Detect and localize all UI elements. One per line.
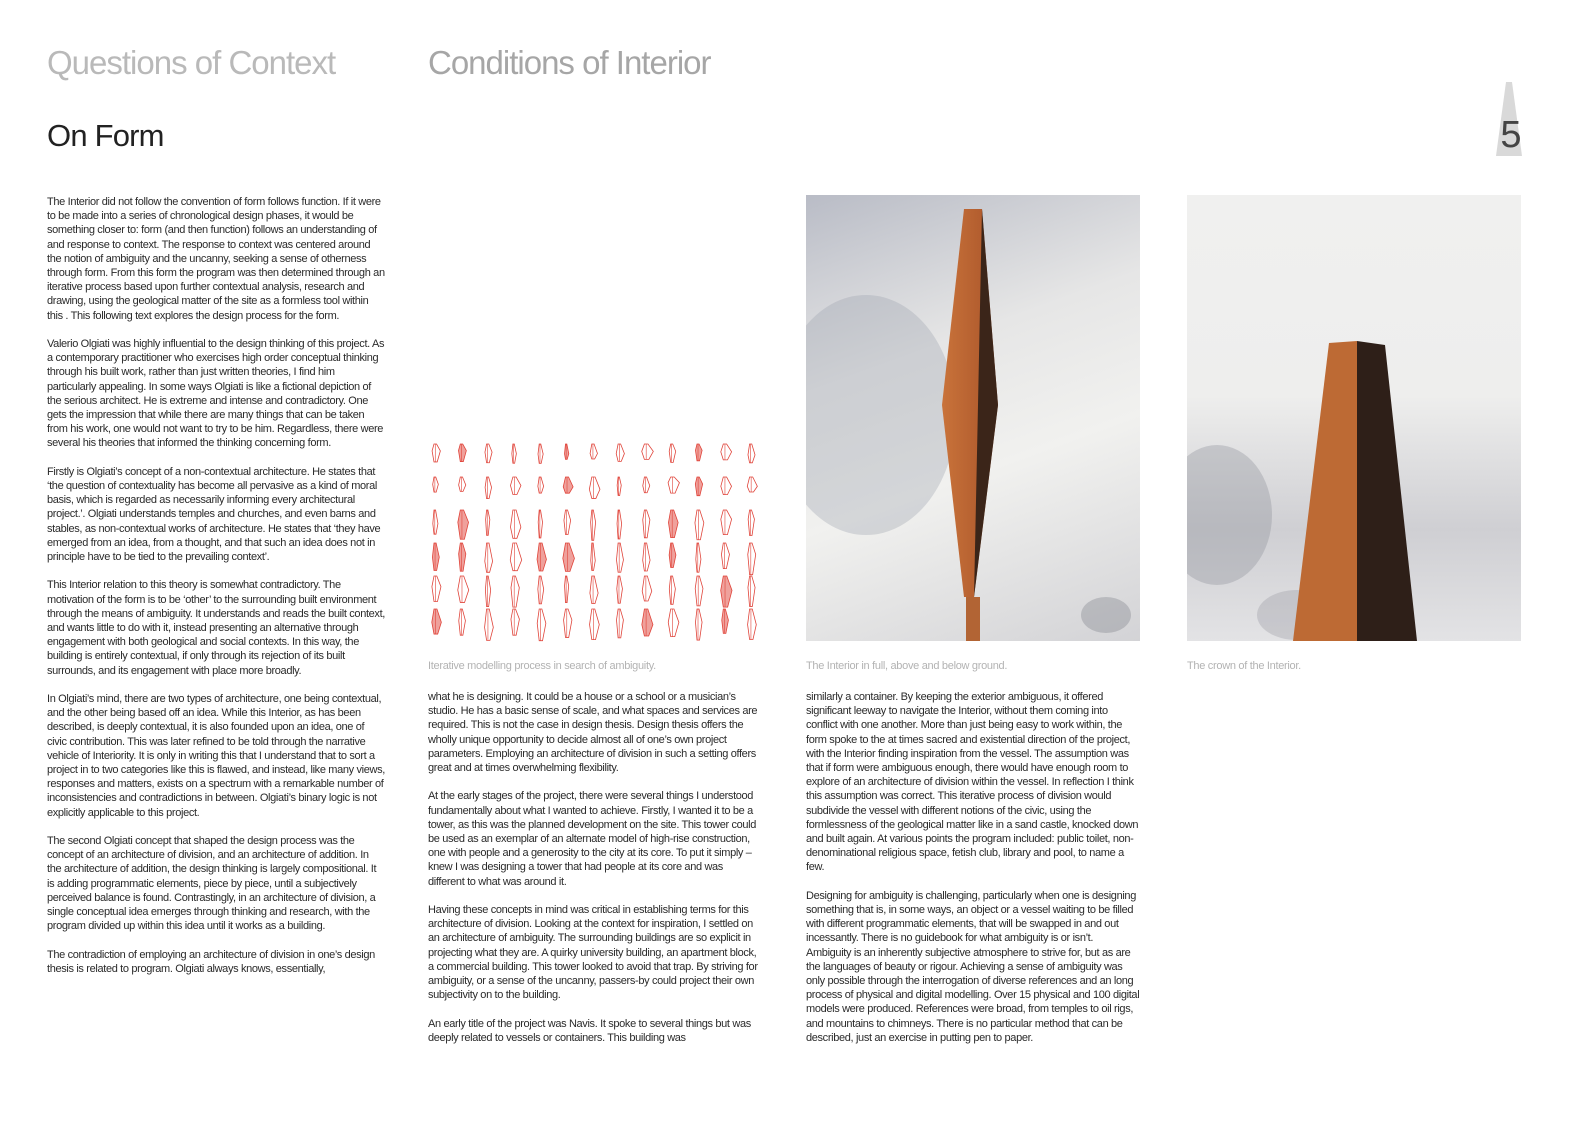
model-iteration-sketch [590, 576, 598, 604]
model-iteration-sketch [591, 510, 596, 540]
model-iteration-sketch [617, 576, 623, 603]
model-iteration-sketch [721, 477, 732, 495]
paragraph: what he is designing. It could be a house or a school or a musician’s studio. He has a basic sense of scale, and what spaces and services are required. This is not the case in design thesis. Design thesis offers the wholly unique opportunity to decide almost all of one’s own project parameters. Employing an architecture of division in such a setting offers great and at times overwhelming flexibility. [428, 691, 758, 775]
model-iteration-sketch [458, 510, 469, 539]
model-iteration-sketch [538, 510, 542, 538]
model-iteration-sketch [459, 543, 466, 571]
photo-interior-crown [1187, 195, 1521, 641]
model-iteration-sketch [432, 543, 439, 571]
model-iteration-sketch [721, 543, 729, 569]
text-column-2 [428, 690, 762, 1059]
model-iteration-sketch [537, 609, 546, 641]
paragraph: At the early stages of the project, there were several things I understood fundamentally about what I wanted to achieve. Firstly, I wanted it to be a tower, as this was the planned development on the site. This tower could be used as an exemplar of an alternate model of high-rise construction, one with people and a generosity to the city at its core. To put it simply – knew I was designing a tower that had people at its core and was different to what was around it. [428, 790, 757, 888]
model-iteration-sketch [695, 576, 703, 606]
model-iteration-sketch [642, 576, 652, 601]
model-iteration-sketch [538, 477, 544, 493]
model-iteration-sketch [748, 609, 757, 640]
model-iteration-sketch [695, 477, 702, 496]
model-iteration-sketch [432, 609, 442, 634]
model-iteration-sketch [589, 477, 600, 498]
iterative-model-diagram [428, 440, 764, 642]
model-iteration-sketch [511, 609, 519, 635]
model-iteration-sketch [643, 510, 650, 538]
paragraph: An early title of the project was Navis. It spoke to several things but was deeply related to vessels or containers. This building was [428, 1017, 751, 1044]
text-column-3 [806, 690, 1140, 1059]
model-iteration-sketch [617, 477, 621, 495]
photo-interior-full [806, 195, 1140, 641]
model-iteration-sketch [563, 543, 575, 571]
model-iteration-sketch [538, 444, 543, 463]
caption-photo-full: The Interior in full, above and below ground. [806, 660, 1008, 672]
model-iteration-sketch [485, 477, 491, 499]
caption-photo-crown: The crown of the Interior. [1187, 660, 1301, 672]
model-iteration-sketch [696, 543, 701, 572]
paragraph: similarly a container. By keeping the exterior ambiguous, it offered significant leeway to navigate the Interior, without them coming into conflict with one another. More than just being easy to work within, the form spoke to the at times sacred and existential direction of the project, with the Interior finding inspiration from the vessel. The assumption was that if form were ambiguous enough, there would have enough room to explore of an architecture of division within the vessel. In reflection I think this assumption was correct. This iterative process of division would subdivide the vessel with different notions of the civic, using the formlessness of the geological matter like in a sand castle, knocked down and built again. At various points the program included: public toilet, non-denominational religious space, fetish club, library and pool, to name a few. [806, 691, 1139, 874]
model-iteration-sketch [617, 609, 624, 638]
model-iteration-sketch [510, 543, 521, 571]
model-iteration-sketch [669, 576, 675, 604]
model-iteration-sketch [669, 444, 675, 462]
model-iteration-sketch [695, 609, 702, 640]
model-iteration-sketch [432, 444, 440, 462]
model-iteration-sketch [748, 444, 755, 463]
model-iteration-sketch [565, 576, 569, 603]
model-iteration-sketch [669, 543, 676, 567]
model-iteration-sketch [485, 543, 493, 572]
model-iteration-sketch [564, 609, 572, 637]
model-iteration-sketch [668, 477, 679, 493]
model-iteration-sketch [748, 510, 754, 535]
model-iteration-sketch [668, 510, 678, 538]
model-iteration-sketch [433, 510, 438, 534]
header-title-interior: Conditions of Interior [428, 44, 711, 81]
model-iteration-sketch [748, 576, 755, 606]
model-iteration-sketch [459, 477, 466, 491]
model-iteration-sketch [747, 477, 757, 492]
model-iteration-sketch [512, 444, 516, 463]
model-iteration-sketch [433, 477, 439, 492]
model-iteration-sketch [485, 609, 494, 640]
model-iteration-sketch [643, 477, 650, 493]
paragraph: In Olgiati’s mind, there are two types of architecture, one being contextual, and the other being based off an idea. While this Interior, as has been described, is deeply contextual, it is also founded upon an idea, one of civic contribution. This was later refined to be told through the narrative vehicle of Interiority. It is only in writing this that I understand that to sort a project in to two categories like this is flawed, and instead, like many views, responses and matters, exists on a spectrum with a remarkable number of inconsistencies and contradictions in between. Olgiati’s binary logic is not explicitly applicable to this project. [47, 693, 385, 819]
paragraph: Designing for ambiguity is challenging, particularly when one is designing something that is, in some ways, an object or a vessel waiting to be filled with different programmatic elements, that will be swapped in and out incessantly. There is no guidebook for what ambiguity is or isn’t. Ambiguity is an inherently subjective atmosphere to strive for, but as are the languages of beauty or rigour. Achieving a sense of ambiguity was only possible through the interrogation of diverse references and an long process of physical and digital modelling. Over 15 physical and 100 digital models were produced. References were broad, from temples to oil rigs, and mountains to chimneys. There is no particular method that can be described, just an exercise in putting pen to paper. [806, 889, 1140, 1044]
section-title: On Form [47, 118, 164, 153]
text-column-1 [47, 195, 385, 990]
paragraph: The second Olgiati concept that shaped the design process was the concept of an architecture of division, and an architecture of addition. In the architecture of addition, the design thinking is largely compositional. It is adding programmatic elements, piece by piece, until a subjectively perceived balance is found. Contrastingly, in an architecture of division, a single conceptual idea emerges through thinking and research, with the program divided up within this idea until it works as a building. [47, 835, 377, 933]
paragraph: This Interior relation to this theory is somewhat contradictory. The motivation of the form is to be ‘other’ to the surrounding built environment through the means of ambiguity. It understands and reads the built context, and wants little to do with it, instead presenting an alternative through engagement with both geological and social contexts. In this way, the building is entirely contextual, if only through its rejection of its built surrounds, and its engagement with place more broadly. [47, 579, 385, 677]
model-iteration-sketch [617, 510, 622, 539]
model-iteration-sketch [590, 444, 597, 459]
model-iteration-sketch [591, 543, 595, 571]
model-iteration-sketch [485, 444, 492, 463]
model-iteration-sketch [642, 609, 653, 636]
model-iteration-sketch [459, 609, 466, 635]
paragraph: The contradiction of employing an architecture of division in one’s design thesis is related to program. Olgiati always knows, essentially, [47, 948, 375, 975]
paragraph: The Interior did not follow the convention of form follows function. If it were to be made into a series of chronological design phases, it would be something closer to: form (and then function) follows an understanding of and response to context. The response to context was centered around the notion of ambiguity and the uncanny, seeking a sense of otherness through form. From this form the program was then determined through an iterative process based upon further contextual analysis, research and drawing, using the geological matter of the site as a formless tool within this . This following text explores the design process for the form. [47, 196, 385, 322]
model-iteration-sketch [748, 543, 756, 575]
model-iteration-sketch [563, 477, 573, 493]
model-iteration-sketch [721, 510, 732, 535]
model-iteration-sketch [511, 510, 521, 538]
model-iteration-sketch [538, 576, 544, 604]
model-iteration-sketch [590, 609, 600, 640]
paragraph: Having these concepts in mind was critical in establishing terms for this architecture of division. Looking at the context for inspiration, I settled on an architecture of ambiguity. The surrounding buildings are so explicit in projecting what they are. A quirky university building, an apartment block, a commercial building. This tower looked to avoid that trap. By striving for ambiguity, or a sense of the uncanny, passers-by could project their own subjectivity on to the building. [428, 904, 758, 1002]
model-iteration-sketch [537, 543, 546, 571]
model-iteration-sketch [564, 510, 571, 535]
model-iteration-sketch [485, 576, 490, 607]
model-iteration-sketch [565, 444, 569, 459]
paragraph: Firstly is Olgiati’s concept of a non-contextual architecture. He states that ‘the question of contextuality has become all pervasive as a kind of moral basis, which is regarded as necessarily informing every architectural project.’. Olgiati understands temples and churches, and even barns and stables, as non-contextual works of architecture. He states that ‘they have emerged from an idea, from a thought, and that such an idea does not in principle have to be tied to the prevailing context’. [47, 465, 381, 564]
model-iteration-sketch [458, 444, 466, 462]
page-number: 5 [1500, 114, 1522, 156]
model-iteration-sketch [616, 444, 624, 461]
model-iteration-sketch [721, 576, 732, 607]
paragraph: Valerio Olgiati was highly influential to the design thinking of this project. As a contemporary practitioner who exercises high order conceptual thinking through his built work, rather than just written theories, I find him particularly appealing. In some ways Olgiati is like a fictional depiction of the serious architect. He is extreme and intense and contradictory. One gets the impression that while there are many things that can be taken from his work, one would not want to try to be him. Regardless, there were several his theories that informed the thinking concerning form. [47, 338, 385, 450]
model-iteration-sketch [721, 444, 732, 460]
model-iteration-sketch [668, 609, 679, 637]
caption-diagram: Iterative modelling process in search of ambiguity. [428, 660, 656, 672]
model-iteration-sketch [486, 510, 490, 535]
model-iteration-sketch [695, 510, 704, 540]
model-iteration-sketch [616, 543, 623, 572]
model-iteration-sketch [510, 477, 520, 495]
model-iteration-sketch [511, 576, 519, 607]
model-iteration-sketch [642, 444, 654, 459]
model-iteration-sketch [432, 576, 441, 601]
header-title-context: Questions of Context [47, 44, 336, 81]
model-iteration-sketch [458, 576, 469, 602]
model-iteration-sketch [695, 444, 702, 461]
model-iteration-sketch [643, 543, 650, 571]
model-iteration-sketch [722, 609, 729, 633]
